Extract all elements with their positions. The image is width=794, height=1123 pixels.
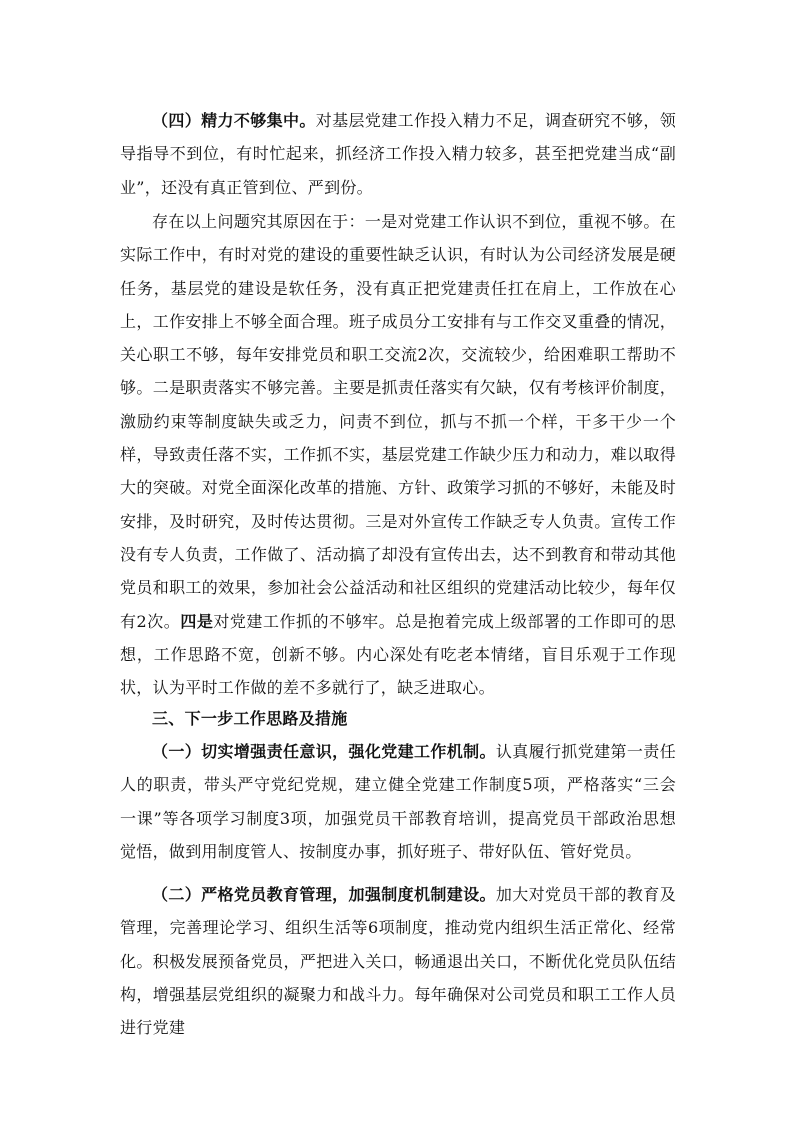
paragraph-text: 认真履行抓党建第一责任人的职责，带头严守党纪党规，建立健全党建工作制度5项，严格落实“三会一课”等各项学习制度3项，加强党员干部教育培训，提高党员干部政治思想觉悟，做到用制度管人、按制度办事，抓好班子、带好队伍、管好党员。 (120, 742, 676, 861)
paragraph-root-causes (120, 205, 676, 704)
paragraph-heading: （四）精力不够集中。 (152, 111, 316, 130)
paragraph-text: 对基层党建工作投入精力不足，调查研究不够，领导指导不到位，有时忙起来，抓经济工作投入精力较多，甚至把党建当成“副业”，还没有真正管到位、严到份。 (120, 111, 676, 197)
paragraph-responsibility (120, 735, 676, 868)
section-title: 三、下一步工作思路及措施 (152, 709, 348, 728)
paragraph-member-education (120, 878, 676, 1044)
paragraph-bold-phrase: 四是 (180, 611, 214, 631)
paragraph-text: 对党建工作抓的不够牢。总是抱着完成上级部署的工作即可的思想，工作思路不宽，创新不够。内心深处有吃老本情绪，盲目乐观于工作现状，认为平时工作做的差不多就行了，缺乏进取心。 (120, 611, 676, 698)
paragraph-energy-not-focused (120, 104, 676, 204)
paragraph-heading: （一）切实增强责任意识，强化党建工作机制。 (152, 742, 496, 761)
paragraph-text: 存在以上问题究其原因在于：一是对党建工作认识不到位，重视不够。在实际工作中，有时对党的建设的重要性缺乏认识，有时认为公司经济发展是硬任务，基层党的建设是软任务，没有真正把党建责任扛在肩上，工作放在心上，工作安排上不够全面合理。班子成员分工安排有与工作交叉重叠的情况，关心职工不够，每年安排党员和职工交流2次，交流较少，给困难职工帮助不够。二是职责落实不够完善。主要是抓责任落实有欠缺，仅有考核评价制度，激励约束等制度缺失或乏力，问责不到位，抓与不抓一个样，干多干少一个样，导致责任落不实，工作抓不实，基层党建工作缺少压力和动力，难以取得大的突破。对党全面深化改革的措施、方针、政策学习抓的不够好，未能及时安排，及时研究，及时传达贯彻。三是对外宣传工作缺乏专人负责。宣传工作没有专人负责，工作做了、活动搞了却没有宣传出去，达不到教育和带动其他党员和职工的效果，参加社会公益活动和社区组织的党建活动比较少，每年仅有2次。 (120, 212, 676, 631)
paragraph-text: 加大对党员干部的教育及管理，完善理论学习、组织生活等6项制度，推动党内组织生活正常化、经常化。积极发展预备党员，严把进入关口，畅通退出关口，不断优化党员队伍结构，增强基层党组织的凝聚力和战斗力。每年确保对公司党员和职工工作人员进行党建 (120, 885, 676, 1038)
paragraph-heading: （二）严格党员教育管理，加强制度机制建设。 (152, 885, 496, 904)
